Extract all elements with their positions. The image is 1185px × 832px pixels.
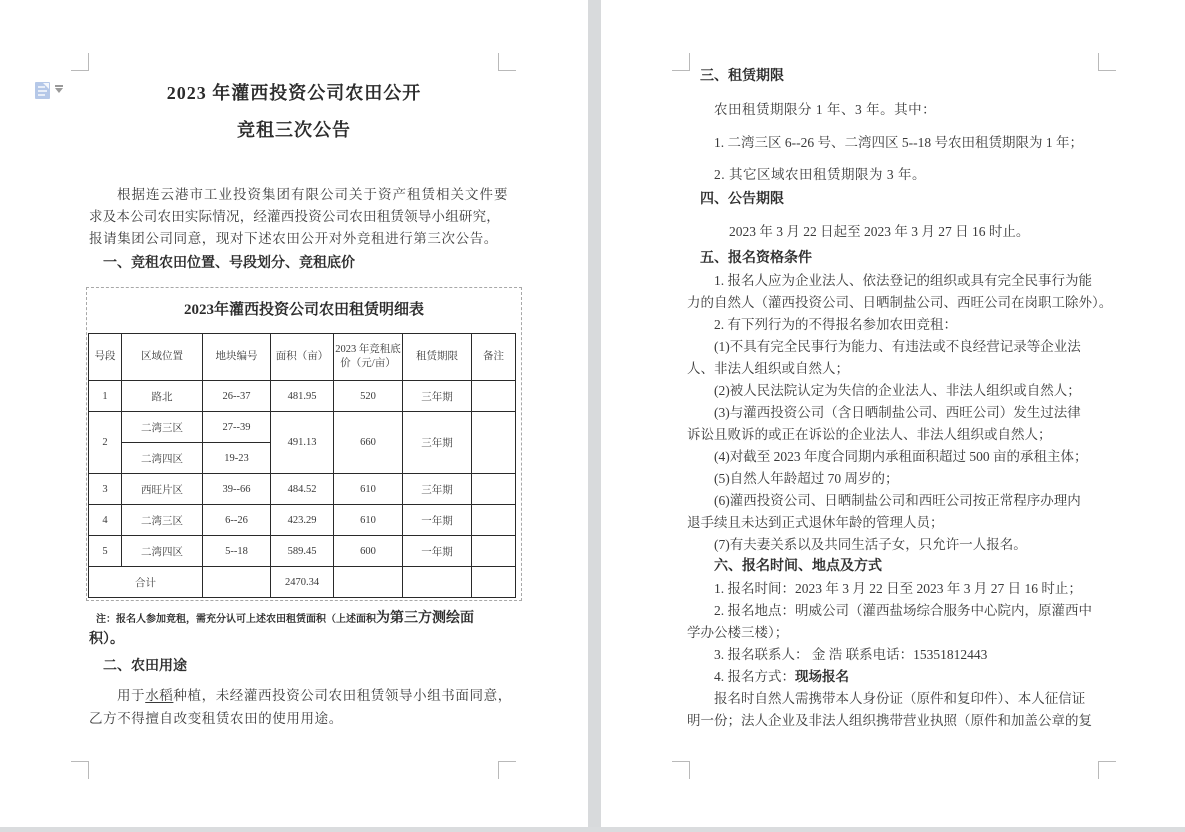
s3-line-1: 农田租赁期限分 1 年、3 年。其中： [714, 102, 937, 117]
table-text-frame [86, 287, 522, 601]
paste-options-button[interactable] [33, 81, 67, 103]
usage-paragraph-line-2: 乙方不得擅自改变租赁农田的使用用途。 [89, 711, 343, 726]
header-cell: 租赁期限 [403, 334, 472, 381]
document-page-2 [601, 0, 1185, 827]
cell-plot [203, 567, 271, 598]
s5-line-2: 力的自然人（灌西投资公司、日晒制盐公司、西旺公司在岗职工除外）。 [687, 295, 1113, 310]
cell-no: 4 [89, 505, 122, 536]
intro-line-2: 求及本公司农田实际情况，经灌西投资公司农田租赁领导小组研究， [89, 209, 500, 224]
header-cell: 面积（亩） [271, 334, 334, 381]
cell-remark [472, 381, 516, 412]
crop-mark-p2-bottom-right [1098, 761, 1116, 779]
intro-line-3: 报请集团公司同意，现对下述农田公开对外竞租进行第三次公告。 [89, 231, 498, 246]
crop-mark-p1-top-right [498, 53, 516, 71]
s6-line-6: 报名时自然人需携带本人身份证（原件和复印件）、本人征信证 [714, 691, 1086, 706]
section-3-heading: 三、租赁期限 [700, 69, 784, 84]
doc-title-line-2: 竞租三次公告 [237, 120, 351, 140]
crop-mark-p1-bottom-right [498, 761, 516, 779]
cell-zone: 二湾四区 [122, 536, 203, 567]
table-note-line-2: 积）。 [89, 632, 124, 647]
note-big-text: 为第三方测绘面 [376, 611, 474, 626]
cell-term [403, 567, 472, 598]
cell-zone: 二湾三区 [122, 412, 203, 443]
table-row [89, 536, 516, 567]
cell-no: 3 [89, 474, 122, 505]
cell-area: 484.52 [271, 474, 334, 505]
table-row [89, 381, 516, 412]
cell-price: 610 [334, 505, 403, 536]
s6-line-2: 2. 报名地点：明威公司（灌西盐场综合服务中心院内，原灌西中 [714, 603, 1092, 618]
cell-price: 520 [334, 381, 403, 412]
usage-post: 种植，未经灌西投资公司农田租赁领导小组书面同意， [173, 688, 512, 703]
cell-remark [472, 567, 516, 598]
table-total-row [89, 567, 516, 598]
s5-line-13: (7)有夫妻关系以及共同生活子女，只允许一人报名。 [714, 537, 1027, 552]
cell-plot: 27--39 [203, 412, 271, 443]
s5-line-12: 退手续且未达到正式退休年龄的管理人员； [687, 515, 944, 530]
page-gutter [588, 0, 601, 827]
section-2-heading: 二、农田用途 [103, 659, 187, 674]
cell-term: 三年期 [403, 474, 472, 505]
cell-no: 5 [89, 536, 122, 567]
cell-price: 660 [334, 412, 403, 474]
cell-zone: 西旺片区 [122, 474, 203, 505]
cell-zone: 路北 [122, 381, 203, 412]
cell-term: 三年期 [403, 381, 472, 412]
cell-plot: 5--18 [203, 536, 271, 567]
s5-line-5: 人、非法人组织或自然人； [687, 361, 849, 376]
cell-term: 一年期 [403, 536, 472, 567]
s6-line-1: 1. 报名时间：2023 年 3 月 22 日至 2023 年 3 月 27 日 16 时止； [714, 581, 1082, 596]
cell-plot: 19-23 [203, 443, 271, 474]
cell-term: 一年期 [403, 505, 472, 536]
cell-area: 481.95 [271, 381, 334, 412]
s6-line-7: 明一份；法人企业及非法人组织携带营业执照（原件和加盖公章的复 [687, 713, 1092, 728]
cell-no: 2 [89, 412, 122, 474]
section-4-heading: 四、公告期限 [700, 192, 784, 207]
cell-plot: 6--26 [203, 505, 271, 536]
s6-line-5-bold: 现场报名 [795, 669, 849, 684]
paste-dropdown-bar [55, 85, 63, 87]
s3-line-2: 1. 二湾三区 6--26 号、二湾四区 5--18 号农田租赁期限为 1 年； [714, 135, 1083, 150]
crop-mark-p2-top-left [672, 53, 690, 71]
table-row [89, 474, 516, 505]
cell-term: 三年期 [403, 412, 472, 474]
cell-plot: 26--37 [203, 381, 271, 412]
chevron-down-icon[interactable] [55, 88, 63, 93]
crop-mark-p2-bottom-left [672, 761, 690, 779]
s6-line-5 [714, 668, 849, 685]
cell-remark [472, 536, 516, 567]
s5-line-6: (2)被人民法院认定为失信的企业法人、非法人组织或自然人； [714, 383, 1081, 398]
doc-title-line-1: 2023 年灌西投资公司农田公开 [166, 83, 422, 103]
header-cell: 备注 [472, 334, 516, 381]
table-note-line-1 [96, 609, 474, 628]
s6-line-3: 学办公楼三楼）； [687, 625, 789, 640]
s5-line-9: (4)对截至 2023 年度合同期内承租面积超过 500 亩的承租主体； [714, 449, 1088, 464]
header-cell: 2023 年竞租底价（元/亩） [334, 334, 403, 381]
header-cell: 区域位置 [122, 334, 203, 381]
header-cell: 号段 [89, 334, 122, 381]
cell-total-label: 合计 [89, 567, 203, 598]
s4-line-1: 2023 年 3 月 22 日起至 2023 年 3 月 27 日 16 时止。 [729, 224, 1030, 239]
usage-paragraph-line-1 [117, 687, 512, 704]
cell-area: 491.13 [271, 412, 334, 474]
cell-remark [472, 474, 516, 505]
s5-line-11: (6)灌西投资公司、日晒制盐公司和西旺公司按正常程序办理内 [714, 493, 1081, 508]
s6-line-5-label: 4. 报名方式： [714, 669, 795, 684]
usage-pre: 用于 [117, 688, 146, 703]
cell-plot: 39--66 [203, 474, 271, 505]
page-bottom-edge [0, 827, 1185, 832]
s5-line-3: 2. 有下列行为的不得报名参加农田竞租： [714, 317, 957, 332]
crop-mark-p1-bottom-left [71, 761, 89, 779]
section-6-heading: 六、报名时间、地点及方式 [714, 559, 882, 574]
cell-zone: 二湾四区 [122, 443, 203, 474]
s5-line-10: (5)自然人年龄超过 70 周岁的； [714, 471, 899, 486]
table-header-row [89, 334, 516, 381]
cell-area: 423.29 [271, 505, 334, 536]
cell-price [334, 567, 403, 598]
cell-area: 589.45 [271, 536, 334, 567]
lease-table-title: 2023年灌西投资公司农田租赁明细表 [183, 302, 424, 318]
crop-mark-p1-top-left [71, 53, 89, 71]
table-row [89, 505, 516, 536]
cell-total-area: 2470.34 [271, 567, 334, 598]
s6-line-4: 3. 报名联系人： 金 浩 联系电话：15351812443 [714, 647, 988, 662]
s5-line-4: (1)不具有完全民事行为能力、有违法或不良经营记录等企业法 [714, 339, 1081, 354]
cell-no: 1 [89, 381, 122, 412]
header-cell: 地块编号 [203, 334, 271, 381]
s5-line-1: 1. 报名人应为企业法人、依法登记的组织或具有完全民事行为能 [714, 273, 1092, 288]
cell-zone: 二湾三区 [122, 505, 203, 536]
section-1-heading: 一、竞租农田位置、号段划分、竞租底价 [103, 256, 355, 271]
document-page-1 [0, 0, 588, 827]
table-row [89, 412, 516, 443]
paste-options-icon [35, 82, 50, 99]
s3-line-3: 2. 其它区域农田租赁期限为 3 年。 [714, 167, 926, 182]
crop-mark-p2-top-right [1098, 53, 1116, 71]
s5-line-8: 诉讼且败诉的或正在诉讼的企业法人、非法人组织或自然人； [687, 427, 1052, 442]
usage-underlined-term: 水稻 [145, 688, 174, 703]
cell-price: 610 [334, 474, 403, 505]
note-small-text: 注：报名人参加竞租，需充分认可上述农田租赁面积（上述面积 [96, 614, 376, 625]
cell-remark [472, 505, 516, 536]
lease-detail-table [88, 333, 516, 598]
cell-price: 600 [334, 536, 403, 567]
intro-line-1: 根据连云港市工业投资集团有限公司关于资产租赁相关文件要 [117, 187, 509, 202]
cell-remark [472, 412, 516, 474]
section-5-heading: 五、报名资格条件 [700, 251, 812, 266]
s5-line-7: (3)与灌西投资公司（含日晒制盐公司、西旺公司）发生过法律 [714, 405, 1081, 420]
